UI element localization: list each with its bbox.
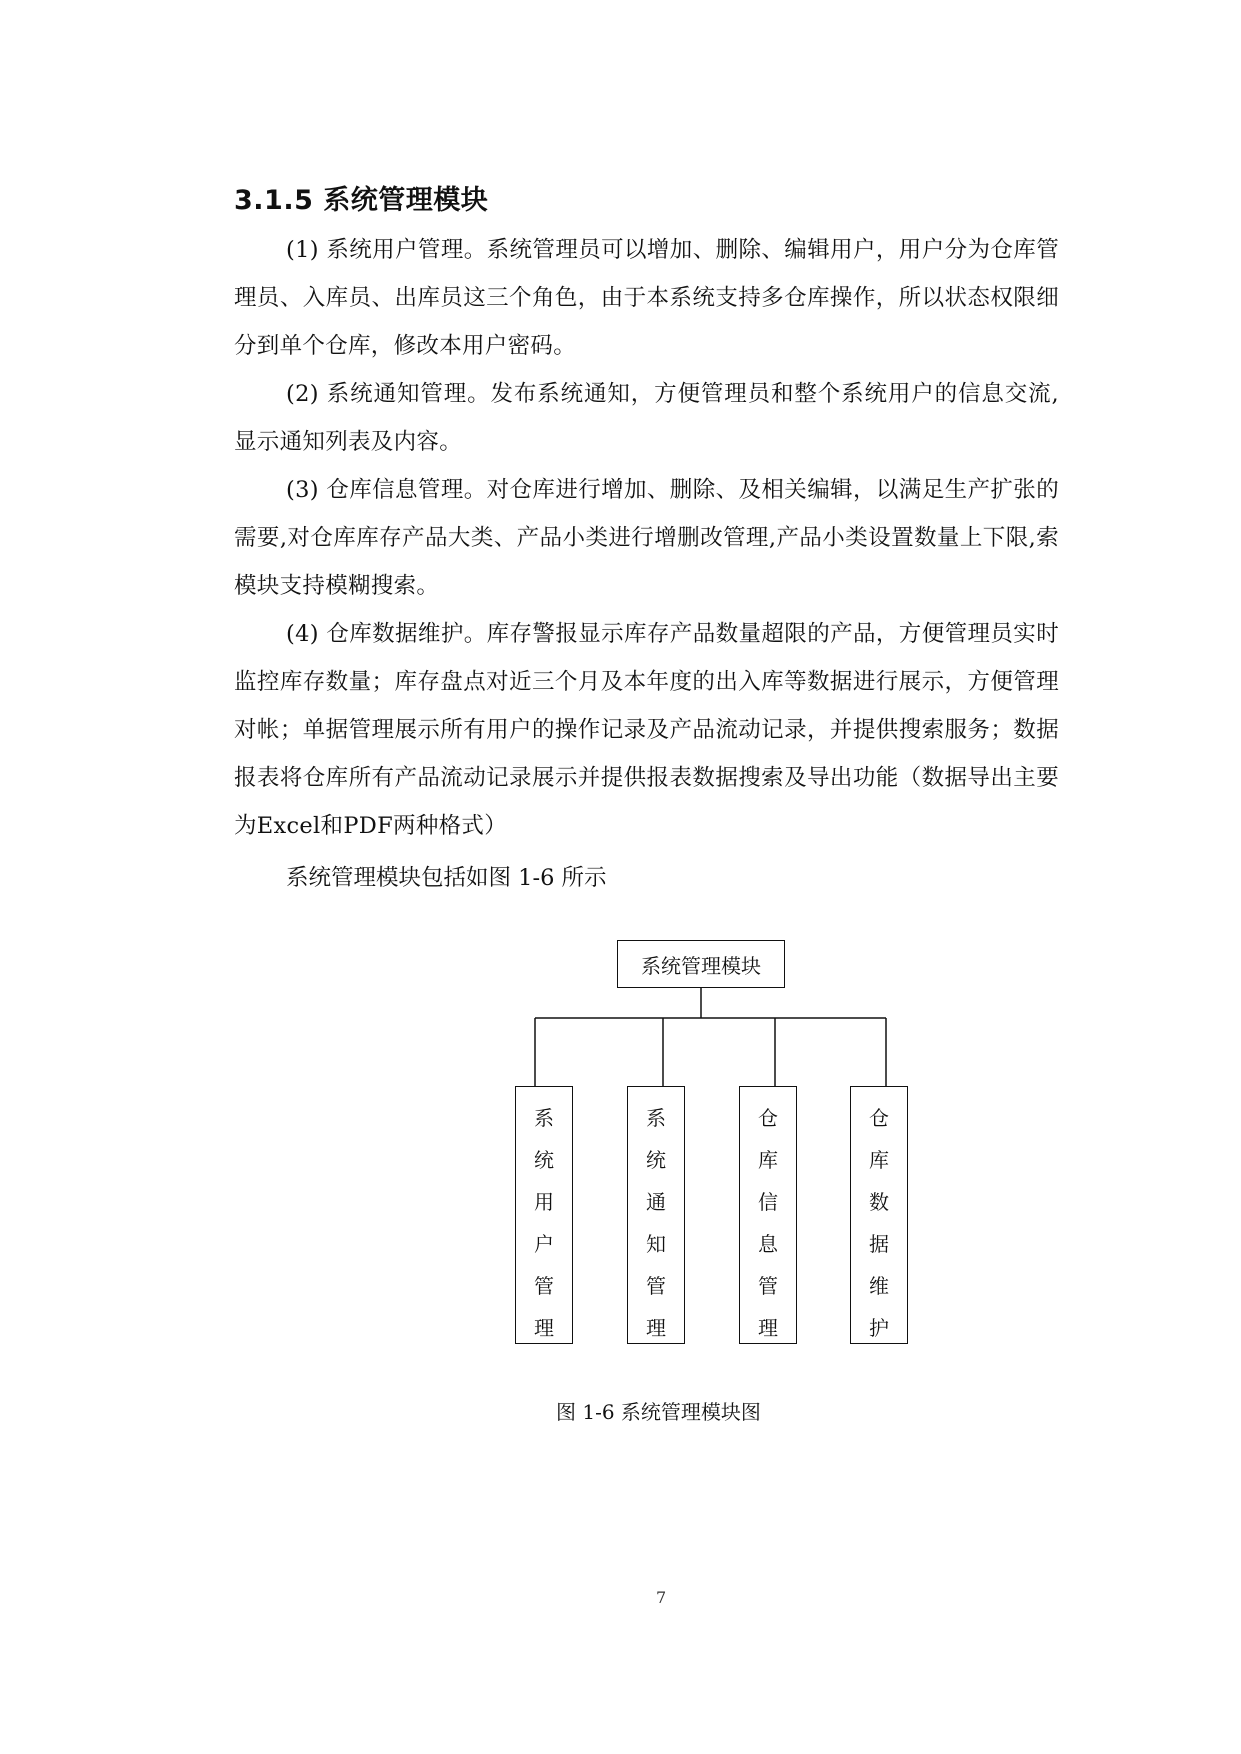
page-number: 7 xyxy=(656,1588,667,1607)
figure-caption: 图 1-6 系统管理模块图 xyxy=(556,1400,761,1424)
diagram-root-node: 系统管理模块 xyxy=(617,940,785,988)
paragraph-text: (1) 系统用户管理。系统管理员可以增加、删除、编辑用户，用户分为仓库管理员、入库员、出库员这三个角色，由于本系统支持多仓库操作，所以状态权限细分到单个仓库，修改本用户密码。 xyxy=(234,237,1059,359)
paragraph-user-management xyxy=(234,226,1059,370)
node-label: 仓 库 数 据 维 护 xyxy=(869,1106,889,1340)
diagram-intro: 系统管理模块包括如图 1-6 所示 xyxy=(286,865,607,891)
node-label: 系 统 通 知 管 理 xyxy=(646,1106,666,1340)
node-label: 仓 库 信 息 管 理 xyxy=(758,1106,778,1340)
diagram-node-warehouse-data xyxy=(850,1086,908,1344)
paragraph-warehouse-data xyxy=(234,610,1059,850)
paragraph-warehouse-info xyxy=(234,466,1059,610)
node-label: 系 统 用 户 管 理 xyxy=(534,1106,554,1340)
paragraph-notification-management xyxy=(234,370,1059,466)
paragraph-text: (4) 仓库数据维护。库存警报显示库存产品数量超限的产品，方便管理员实时监控库存数量；库存盘点对近三个月及本年度的出入库等数据进行展示，方便管理对帐；单据管理展示所有用户的操作记录及产品流动记录，并提供搜索服务；数据报表将仓库所有产品流动记录展示并提供报表数据搜索及导出功能（数据导出主要为Excel和PDF两种格式） xyxy=(234,621,1059,839)
section-heading: 3.1.5 系统管理模块 xyxy=(234,185,489,216)
diagram-node-notification-management xyxy=(627,1086,685,1344)
diagram-node-user-management xyxy=(515,1086,573,1344)
paragraph-text: (2) 系统通知管理。发布系统通知，方便管理员和整个系统用户的信息交流,显示通知列表及内容。 xyxy=(234,381,1059,455)
diagram-node-warehouse-info xyxy=(739,1086,797,1344)
paragraph-text: (3) 仓库信息管理。对仓库进行增加、删除、及相关编辑，以满足生产扩张的需要,对仓库库存产品大类、产品小类进行增删改管理,产品小类设置数量上下限,索模块支持模糊搜索。 xyxy=(234,477,1059,599)
